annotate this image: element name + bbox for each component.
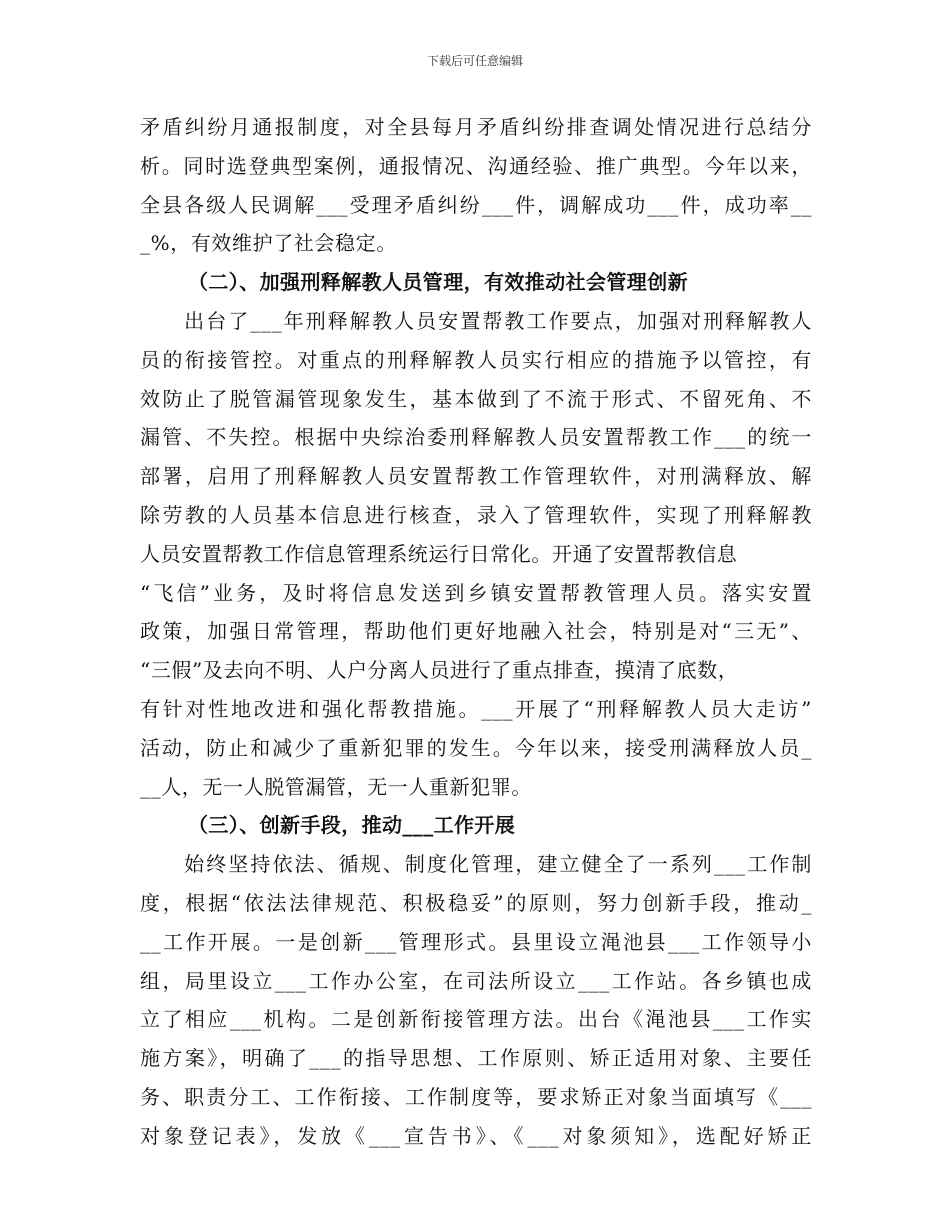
paragraph-line: 除劳教的人员基本信息进行核查，录入了管理软件，实现了刑释解教 — [140, 502, 812, 527]
paragraph-line: 始终坚持依法、循规、制度化管理，建立健全了一系列___工作制 — [140, 852, 812, 877]
paragraph-line: 出台了___年刑释解教人员安置帮教工作要点，加强对刑释解教人 — [140, 308, 812, 333]
paragraph-line: __人，无一人脱管漏管，无一人重新犯罪。 — [140, 774, 532, 799]
paragraph-line: __工作开展。一是创新___管理形式。县里设立渑池县___工作领导小 — [140, 929, 812, 954]
paragraph-line: 组，局里设立___工作办公室，在司法所设立___工作站。各乡镇也成 — [140, 968, 812, 993]
paragraph-line: 漏管、不失控。根据中央综治委刑释解教人员安置帮教工作___的统一 — [140, 425, 812, 450]
paragraph-line: 施方案》，明确了___的指导思想、工作原则、矫正适用对象、主要任 — [140, 1046, 812, 1071]
paragraph-line: 度，根据“依法法律规范、积极稳妥”的原则，努力创新手段，推动_ — [140, 890, 812, 915]
section-heading: （二）、加强刑释解教人员管理，有效推动社会管理创新 — [188, 270, 688, 295]
section-heading: （三）、创新手段，推动___工作开展 — [188, 813, 516, 838]
paragraph-line: 全县各级人民调解___受理矛盾纠纷___件，调解成功___件，成功率__ — [140, 192, 812, 217]
paragraph-line: 效防止了脱管漏管现象发生，基本做到了不流于形式、不留死角、不 — [140, 386, 812, 411]
document-body — [140, 108, 812, 1156]
paragraph-line: 人员安置帮教工作信息管理系统运行日常化。开通了安置帮教信息 — [140, 541, 738, 566]
paragraph-line: 部署，启用了刑释解教人员安置帮教工作管理软件，对刑满释放、解 — [140, 464, 812, 489]
paragraph-line: “飞信”业务，及时将信息发送到乡镇安置帮教管理人员。落实安置 — [140, 580, 812, 605]
paragraph-line: 政策，加强日常管理，帮助他们更好地融入社会，特别是对“三无”、 — [140, 619, 812, 644]
page-header — [0, 52, 950, 69]
paragraph-line: 活动，防止和减少了重新犯罪的发生。今年以来，接受刑满释放人员_ — [140, 735, 812, 760]
paragraph-line: 员的衔接管控。对重点的刑释解教人员实行相应的措施予以管控，有 — [140, 347, 812, 372]
page-header-text: 下载后可任意编辑 — [426, 54, 523, 68]
paragraph-line: _%，有效维护了社会稳定。 — [140, 231, 397, 256]
paragraph-line: 有针对性地改进和强化帮教措施。___开展了“刑释解教人员大走访” — [140, 696, 812, 721]
paragraph-line: “三假”及去向不明、人户分离人员进行了重点排查，摸清了底数， — [140, 658, 739, 683]
paragraph-line: 对象登记表》，发放《___宣告书》、《___对象须知》，选配好矫正 — [140, 1123, 812, 1148]
paragraph-line: 析。同时选登典型案例，通报情况、沟通经验、推广典型。今年以来， — [140, 153, 812, 178]
paragraph-line: 务、职责分工、工作衔接、工作制度等，要求矫正对象当面填写《___ — [140, 1084, 812, 1109]
paragraph-line: 立了相应___机构。二是创新衔接管理方法。出台《渑池县___工作实 — [140, 1007, 812, 1032]
paragraph-line: 矛盾纠纷月通报制度，对全县每月矛盾纠纷排查调处情况进行总结分 — [140, 115, 812, 139]
